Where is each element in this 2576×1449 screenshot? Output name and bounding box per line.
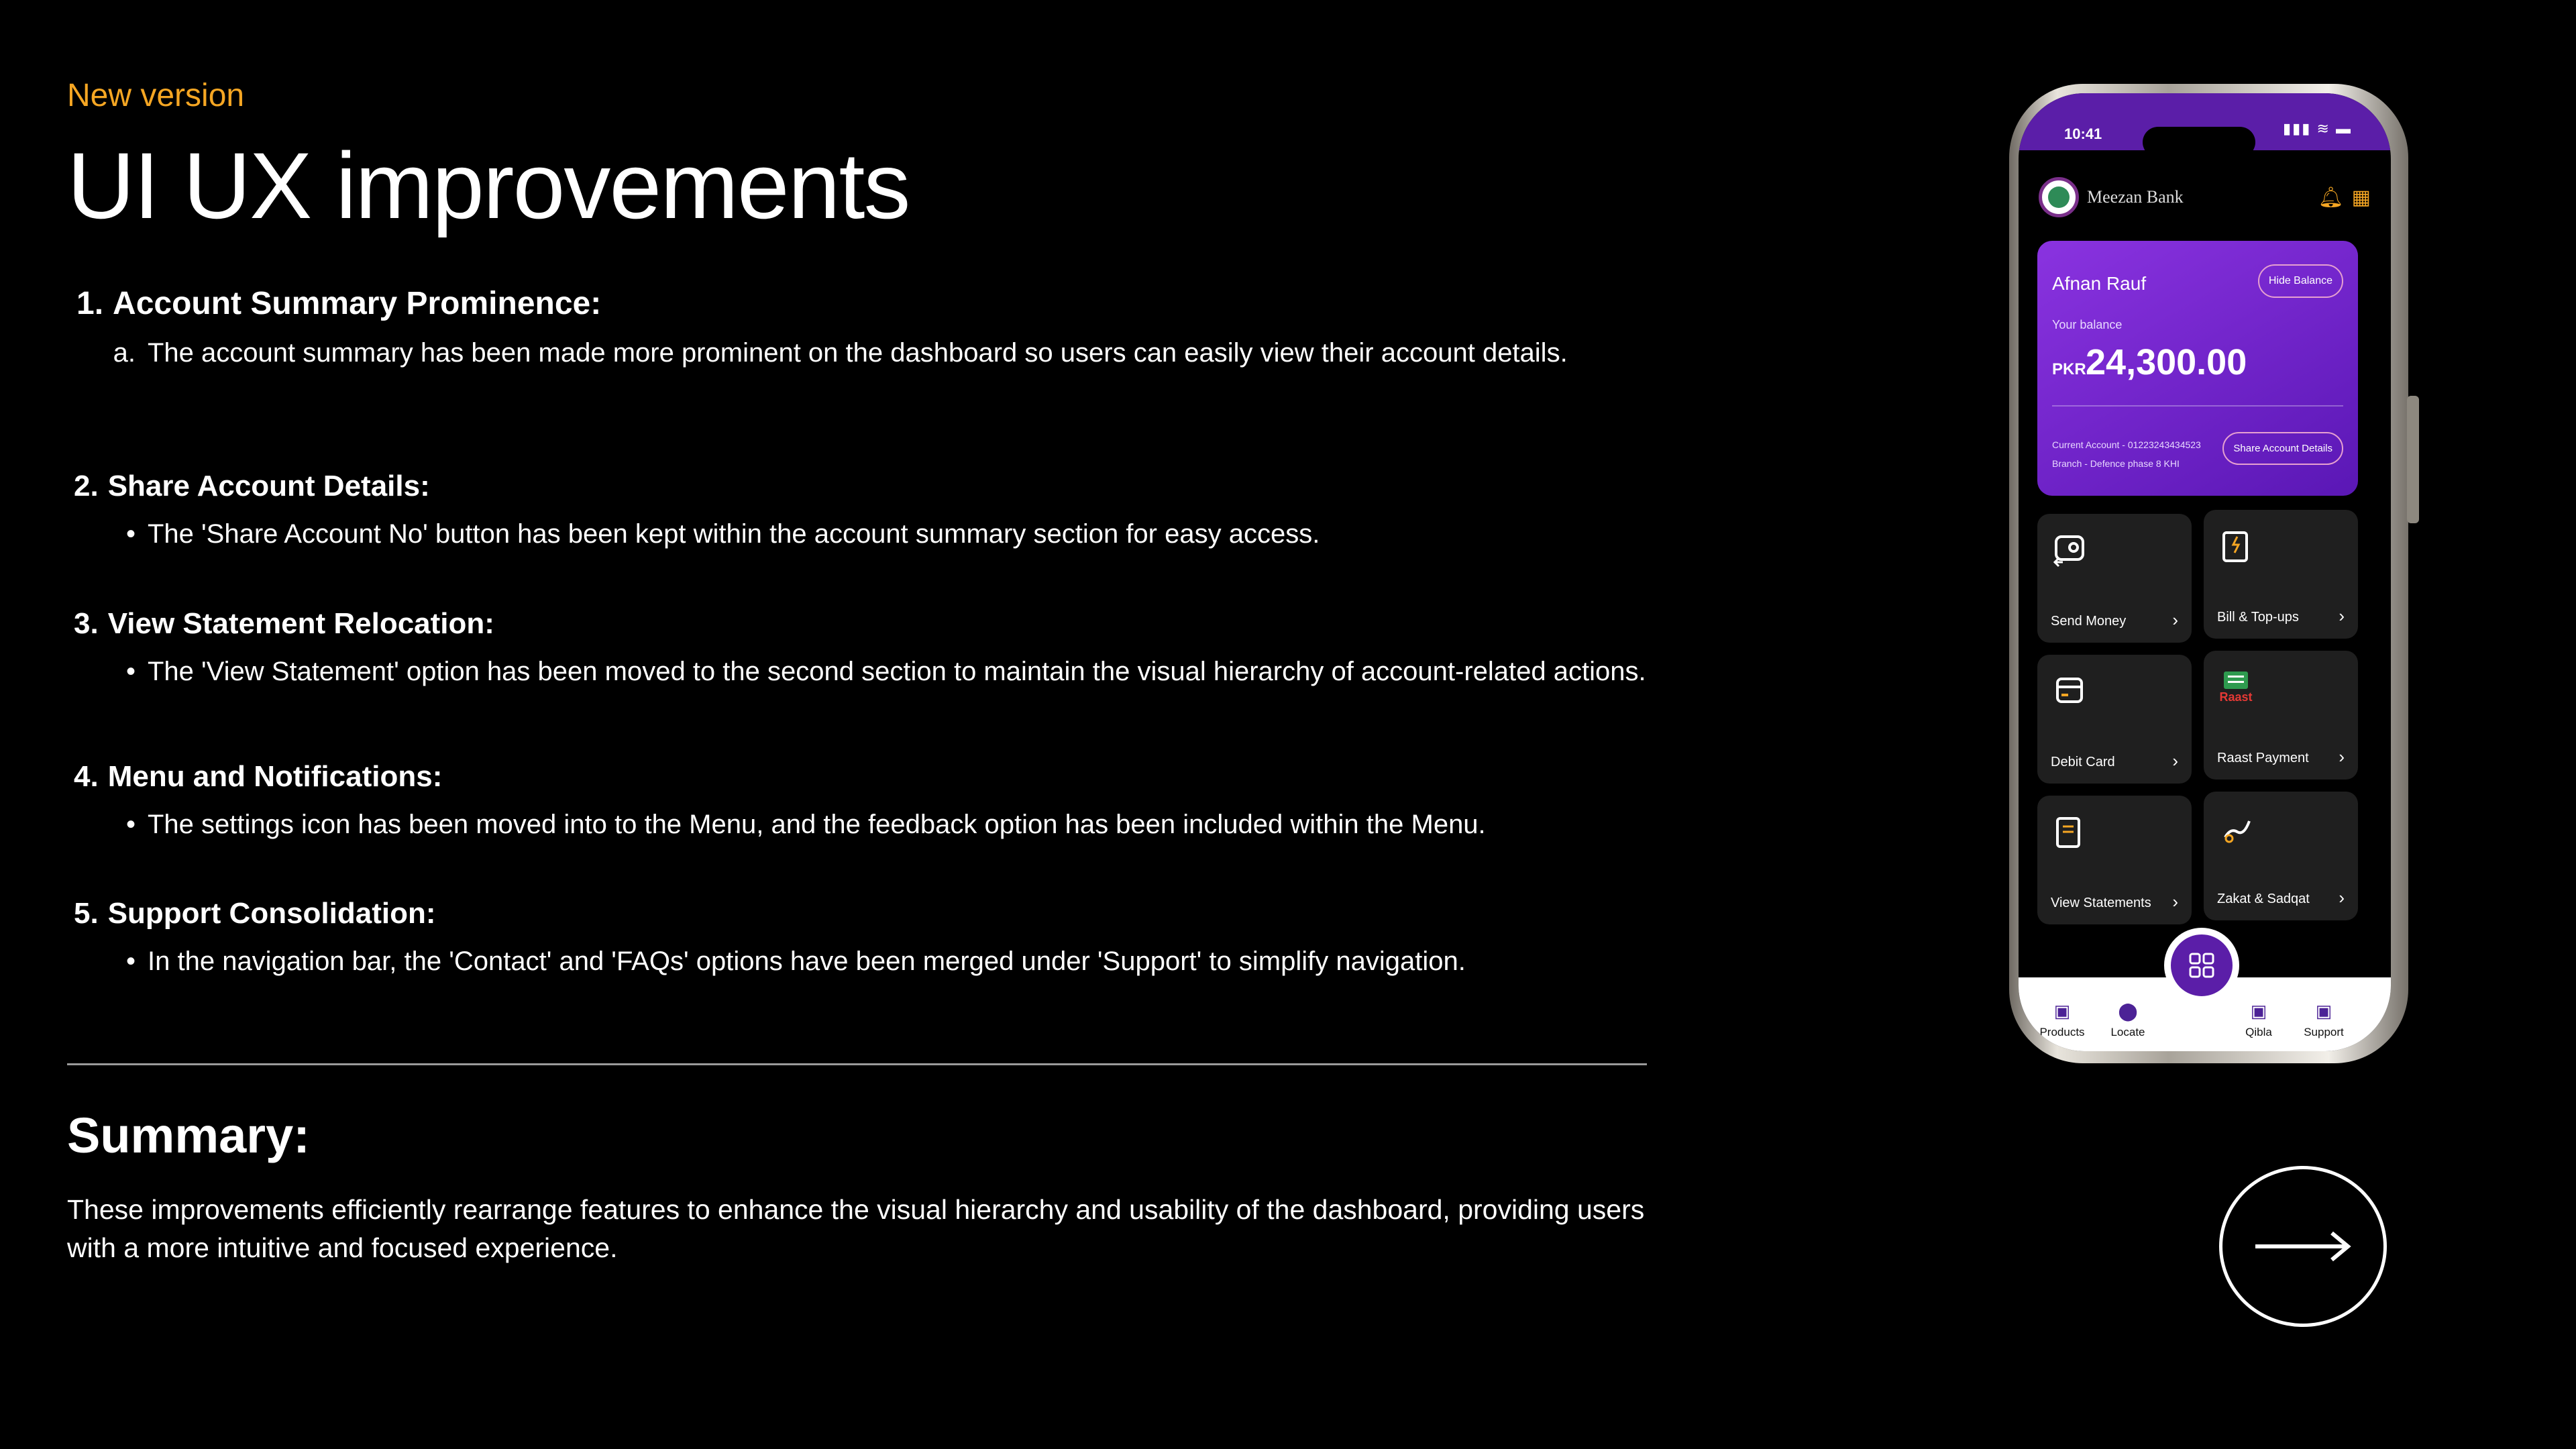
share-account-details-button[interactable]: Share Account Details bbox=[2222, 432, 2343, 465]
eyebrow: New version bbox=[67, 78, 245, 113]
list-item bbox=[67, 803, 1811, 846]
debit-card-icon bbox=[2051, 672, 2088, 710]
tile-label: View Statements bbox=[2051, 896, 2151, 910]
products-icon: ▣ bbox=[2053, 1001, 2071, 1021]
list-text: The 'View Statement' option has been moved to the second section to maintain the visual hierarchy of account-related actions. bbox=[148, 657, 1646, 686]
section-heading bbox=[67, 760, 1811, 794]
chevron-right-icon: › bbox=[2339, 888, 2345, 908]
quick-actions-grid bbox=[2037, 514, 2358, 924]
tile-label: Debit Card bbox=[2051, 755, 2115, 769]
scan-qr-button[interactable] bbox=[2164, 928, 2239, 1003]
list-item bbox=[67, 331, 1811, 374]
section-title: Support Consolidation: bbox=[107, 897, 436, 930]
section-number: 5. bbox=[74, 897, 99, 930]
arrow-right-icon bbox=[2253, 1230, 2353, 1263]
phone-mockup bbox=[2009, 84, 2408, 1063]
tile-debit-card[interactable] bbox=[2037, 655, 2192, 784]
account-details bbox=[2052, 435, 2201, 473]
section-number: 2. bbox=[74, 470, 99, 502]
tile-bill-topups[interactable] bbox=[2204, 510, 2358, 639]
list-item bbox=[67, 940, 1811, 983]
tile-view-statements[interactable] bbox=[2037, 796, 2192, 924]
raast-icon bbox=[2217, 668, 2255, 706]
section-title: Account Summary Prominence: bbox=[113, 286, 602, 321]
balance-amount: 24,300.00 bbox=[2086, 342, 2247, 382]
list-marker: a. bbox=[113, 338, 136, 368]
bank-name: Meezan Bank bbox=[2087, 187, 2184, 207]
support-icon: ▣ bbox=[2315, 1001, 2332, 1021]
account-number: Current Account - 01223243434523 bbox=[2052, 439, 2201, 450]
divider bbox=[67, 1063, 1647, 1065]
bell-icon[interactable]: 🔔︎ bbox=[2318, 186, 2344, 209]
section-1 bbox=[67, 285, 1811, 374]
tile-zakat-sadqat[interactable] bbox=[2204, 792, 2358, 920]
nav-item-products[interactable] bbox=[2032, 1001, 2092, 1039]
section-number: 4. bbox=[74, 760, 99, 793]
list-marker: • bbox=[125, 657, 136, 686]
nav-label: Locate bbox=[2110, 1026, 2145, 1038]
section-number: 3. bbox=[74, 607, 99, 640]
list-item bbox=[67, 650, 1811, 693]
raast-badge: Raast bbox=[2219, 690, 2253, 704]
card-divider bbox=[2052, 405, 2343, 407]
bill-icon bbox=[2217, 527, 2255, 565]
section-title: Menu and Notifications: bbox=[107, 760, 443, 793]
status-time: 10:41 bbox=[2064, 125, 2102, 142]
section-heading bbox=[67, 897, 1811, 930]
page-title: UI UX improvements bbox=[67, 133, 910, 238]
list-text: The account summary has been made more prominent on the dashboard so users can easily view their account details. bbox=[148, 338, 1568, 368]
statement-icon bbox=[2051, 813, 2088, 851]
summary-title: Summary: bbox=[67, 1108, 310, 1163]
location-pin-icon: ⬤ bbox=[2118, 1001, 2138, 1021]
grid-menu-icon[interactable]: ▦ bbox=[2351, 186, 2371, 209]
next-button[interactable] bbox=[2219, 1166, 2387, 1327]
section-title: Share Account Details: bbox=[107, 470, 430, 502]
tile-label: Zakat & Sadqat bbox=[2217, 892, 2310, 906]
send-money-icon bbox=[2051, 531, 2088, 569]
nav-item-qibla[interactable] bbox=[2229, 1001, 2289, 1039]
qibla-icon: ▣ bbox=[2250, 1001, 2267, 1021]
zakat-icon bbox=[2217, 809, 2255, 847]
chevron-right-icon: › bbox=[2172, 610, 2178, 630]
chevron-right-icon: › bbox=[2172, 751, 2178, 771]
section-heading bbox=[67, 607, 1811, 641]
tile-raast-payment[interactable] bbox=[2204, 651, 2358, 780]
tile-label: Send Money bbox=[2051, 614, 2127, 629]
nav-label: Products bbox=[2039, 1026, 2085, 1038]
section-3 bbox=[67, 607, 1811, 693]
bank-logo bbox=[2039, 177, 2079, 217]
section-number: 1. bbox=[76, 286, 104, 321]
list-text: In the navigation bar, the 'Contact' and 'FAQs' options have been merged under 'Support' to simplify navigation. bbox=[148, 947, 1466, 976]
chevron-right-icon: › bbox=[2339, 747, 2345, 767]
list-marker: • bbox=[125, 810, 136, 839]
section-2 bbox=[67, 470, 1811, 555]
account-holder-name: Afnan Rauf bbox=[2052, 273, 2147, 294]
list-marker: • bbox=[125, 519, 136, 549]
qr-scan-icon bbox=[2186, 950, 2217, 981]
nav-item-support[interactable] bbox=[2294, 1001, 2354, 1039]
phone-screen bbox=[2019, 93, 2391, 1051]
tile-label: Bill & Top-ups bbox=[2217, 610, 2299, 625]
section-5 bbox=[67, 897, 1811, 983]
section-title: View Statement Relocation: bbox=[107, 607, 494, 640]
account-summary-card bbox=[2037, 241, 2358, 496]
section-heading bbox=[67, 470, 1811, 503]
chevron-right-icon: › bbox=[2339, 606, 2345, 626]
nav-label: Qibla bbox=[2245, 1026, 2272, 1038]
tile-send-money[interactable] bbox=[2037, 514, 2192, 643]
hide-balance-button[interactable]: Hide Balance bbox=[2258, 264, 2343, 298]
nav-label: Support bbox=[2304, 1026, 2344, 1038]
section-4 bbox=[67, 760, 1811, 846]
dynamic-island bbox=[2143, 127, 2255, 158]
balance-label: Your balance bbox=[2052, 318, 2123, 331]
nav-item-locate[interactable] bbox=[2098, 1001, 2158, 1039]
chevron-right-icon: › bbox=[2172, 892, 2178, 912]
list-item bbox=[67, 513, 1811, 555]
currency-label: PKR bbox=[2052, 360, 2086, 378]
list-text: The 'Share Account No' button has been kept within the account summary section for easy access. bbox=[148, 519, 1320, 549]
side-button bbox=[2407, 396, 2419, 523]
signal-icon: ▮▮▮ ≋ ▬ bbox=[2283, 120, 2352, 137]
list-marker: • bbox=[125, 947, 136, 976]
branch-name: Branch - Defence phase 8 KHI bbox=[2052, 458, 2180, 469]
section-heading bbox=[67, 285, 1811, 322]
app-bar bbox=[2039, 174, 2371, 221]
list-text: The settings icon has been moved into to the Menu, and the feedback option has been included within the Menu. bbox=[148, 810, 1486, 839]
summary-text: These improvements efficiently rearrange features to enhance the visual hierarchy and usability of the dashboard, providing users with a more intuitive and focused experience. bbox=[67, 1194, 1645, 1263]
tile-label: Raast Payment bbox=[2217, 751, 2309, 765]
